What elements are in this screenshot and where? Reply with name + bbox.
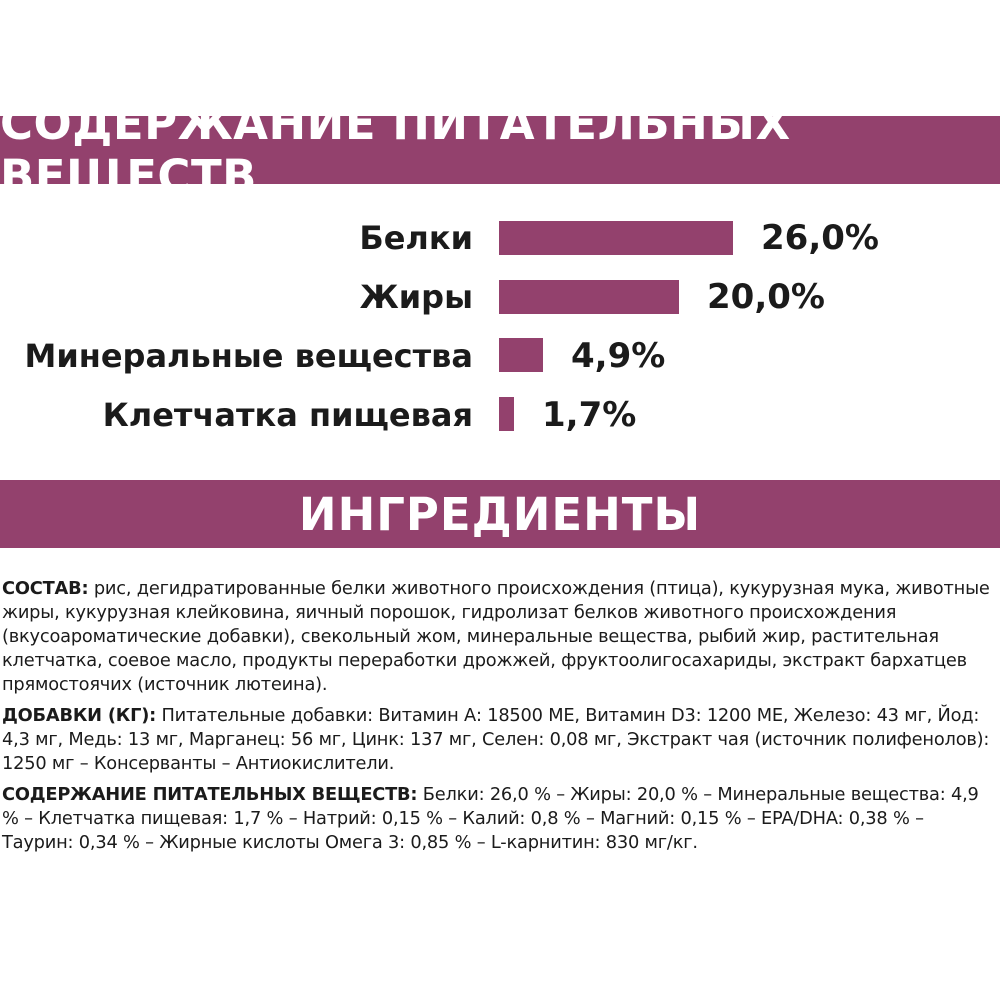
nutrient-bar bbox=[499, 221, 733, 255]
nutrient-label: Клетчатка пищевая bbox=[102, 396, 473, 434]
nutrient-content-label: СОДЕРЖАНИЕ ПИТАТЕЛЬНЫХ ВЕЩЕСТВ: bbox=[2, 784, 418, 805]
additives-paragraph bbox=[2, 704, 998, 776]
additives-label: ДОБАВКИ (КГ): bbox=[2, 705, 157, 726]
composition-label: СОСТАВ: bbox=[2, 578, 89, 599]
nutrient-label: Белки bbox=[359, 219, 473, 257]
nutrients-header-title: СОДЕРЖАНИЕ ПИТАТЕЛЬНЫХ ВЕЩЕСТВ bbox=[0, 97, 791, 203]
nutrient-value: 20,0% bbox=[707, 277, 825, 317]
nutrient-bar bbox=[499, 397, 514, 431]
composition-paragraph bbox=[2, 577, 998, 697]
nutrients-header-banner bbox=[0, 97, 1000, 203]
nutrient-label: Жиры bbox=[359, 278, 473, 316]
nutrient-content-text: Белки: 26,0 % – Жиры: 20,0 % – Минеральные вещества: 4,9 % – Клетчатка пищевая: 1,7 % – Натрий: 0,15 % – Калий: 0,8 % – Магний: 0,15 % – EPA/DHA: 0,38 % – Таурин: 0,34 % – Жирные кислоты Омега 3: 0,85 % – L-карнитин: 830 мг/кг. bbox=[2, 784, 979, 853]
ingredients-header-title: ИНГРЕДИЕНТЫ bbox=[298, 487, 702, 541]
ingredients-header-banner bbox=[0, 480, 1000, 548]
nutrient-value: 26,0% bbox=[761, 218, 879, 258]
nutrient-label: Минеральные вещества bbox=[24, 337, 473, 375]
nutrient-bar bbox=[499, 280, 679, 314]
additives-text: Питательные добавки: Витамин А: 18500 МЕ, Витамин D3: 1200 МЕ, Железо: 43 мг, Йод: 4,3 мг, Медь: 13 мг, Марганец: 56 мг, Цинк: 137 мг, Селен: 0,08 мг, Экстракт чая (источник полифенолов): 1250 мг – Консерванты – Антиокислители. bbox=[2, 705, 990, 774]
nutrient-value: 1,7% bbox=[542, 395, 637, 435]
nutrient-value: 4,9% bbox=[571, 336, 666, 376]
ingredients-text-block bbox=[2, 577, 998, 862]
nutrient-content-paragraph bbox=[2, 783, 998, 855]
nutrient-bar bbox=[499, 338, 543, 372]
composition-text: рис, дегидратированные белки животного происхождения (птица), кукурузная мука, животные жиры, кукурузная клейковина, яичный порошок, гидролизат белков животного происхождения (вкусоароматические добавки), свекольный жом, минеральные вещества, рыбий жир, растительная клетчатка, соевое масло, продукты переработки дрожжей, фруктоолигосахариды, экстракт бархатцев прямостоячих (источник лютеина). bbox=[2, 578, 990, 695]
